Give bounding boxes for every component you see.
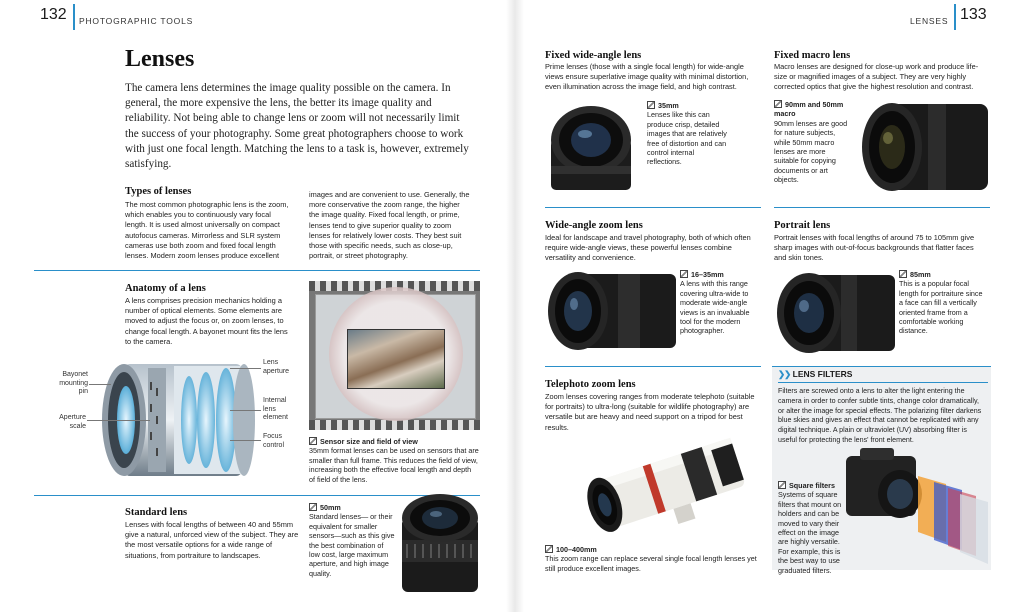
telephoto-caption <box>545 545 760 573</box>
lens-35mm-photo <box>545 100 637 194</box>
portrait-caption <box>899 270 985 336</box>
label-line <box>87 420 150 421</box>
wide-zoom-caption-body: A lens with this range covering ultra-wide to moderate wide-angle views is an invaluable tool for the modern photographer. <box>680 279 750 336</box>
photo-caption-icon <box>545 545 553 553</box>
camera-with-square-filters-photo <box>842 446 990 570</box>
portrait-body: Portrait lenses with focal lengths of around 75 to 105mm give sharp images with out-of-focus backgrounds that flatter faces and skin tones. <box>774 233 975 263</box>
left-page-number: 132 <box>40 6 67 23</box>
header-divider <box>73 4 75 30</box>
standard-caption-body: Standard lenses— or their equivalent for smaller sensors—such as this give the best combination of low cost, large maximum aperture, and high image quality. <box>309 512 395 578</box>
telephoto-heading: Telephoto zoom lens <box>545 379 636 390</box>
lens-macro-photo <box>858 96 990 196</box>
fixed-wide-body: Prime lenses (those with a single focal length) for wide-angle views ensure superlative image quality with minimal distortion, even illumination across the image field, and high contrast. <box>545 62 749 92</box>
right-running-title: LENSES <box>910 16 949 26</box>
standard-caption-title: 50mm <box>320 503 341 512</box>
photo-caption-icon <box>774 100 782 108</box>
label-line <box>230 410 261 411</box>
label-lens-aperture: Lens aperture <box>263 359 290 375</box>
telephoto-body: Zoom lenses covering ranges from moderate telephoto (suitable for portraits) to ultra-long (suitable for wildlife photography) are versatile but are heavy and need support on a tripod for best results. <box>545 392 755 432</box>
standard-body: Lenses with focal lengths of between 40 and 55mm give a natural, unforced view of the subject. They are the most versatile options for a wide range of situations, from portraiture to landscapes. <box>125 520 299 560</box>
page-title: Lenses <box>125 46 195 72</box>
section-rule <box>545 207 761 208</box>
lens-100-400mm-photo <box>580 430 752 542</box>
label-line <box>230 440 261 441</box>
fixed-wide-heading: Fixed wide-angle lens <box>545 50 642 61</box>
panel-top-rule <box>772 366 991 367</box>
panel-heading-rule <box>778 382 988 383</box>
chevron-right-icon: ❯❯ <box>778 369 791 379</box>
fixed-macro-caption-body: 90mm lenses are good for nature subjects, while 50mm macro lenses are more suitable for copying documents or art objects. <box>774 118 848 185</box>
sensor-caption-title: Sensor size and field of view <box>320 437 418 446</box>
fixed-macro-caption-title: 90mm and 50mm macro <box>774 100 844 119</box>
lens-filters-heading <box>778 369 852 380</box>
label-line <box>230 368 261 369</box>
wide-zoom-body: Ideal for landscape and travel photography, both of which often require wide-angle views, these powerful lenses combine versatility and convenience. <box>545 233 751 263</box>
label-bayonet-pin: Bayonet mounting pin <box>59 371 88 396</box>
photo-caption-icon <box>647 101 655 109</box>
photo-caption-icon <box>899 270 907 278</box>
lens-85mm-photo <box>773 269 897 355</box>
photo-caption-icon <box>680 270 688 278</box>
fixed-wide-caption-title: 35mm <box>658 101 679 110</box>
intro-paragraph: The camera lens determines the image quality possible on the camera. In general, the more expensive the lens, the better its image quality and reliability. Not being able to change lens or zoom will not necessarily limit the success of your photography. Some great photographers choose to work with just one focal length. Matching the lens to a task is, however, extremely satisfying. <box>125 82 469 171</box>
types-body-col2: images and are convenient to use. Generally, the more conservative the zoom range, the higher the image quality. Fixed focal length, or prime, lenses tend to give superior quality to zoom lenses for relatively lower costs. They best suit those with specific needs, such as close-up, portrait, or street photography. <box>309 190 470 261</box>
lens-filters-body: Filters are screwed onto a lens to alter the light entering the camera in order to confer subtle tints, change color dramatically, or alter the image for special effects. The polarizing filter darkens blue skies and gives an effect that cannot be replicated with any digital technique. A plain or ultraviolet (UV) absorbing filter is useful for protecting the lens' front element. <box>778 387 982 444</box>
standard-caption <box>309 503 395 578</box>
anatomy-body: A lens comprises precision mechanics holding a number of optical elements. Some elements are moved to adjust the focus or, on zoom lenses, to change focal length. A bayonet mount fits the lens to the camera. <box>125 296 288 346</box>
label-internal-element: Internal lens element <box>263 397 288 422</box>
right-page-number: 133 <box>960 6 987 23</box>
sensor-caption-body: 35mm format lenses can be used on sensors that are smaller than full frame. This reduces the field of view, increasing both the effective focal length and depth of field of the lens. <box>309 446 479 484</box>
filters-caption-title: Square filters <box>789 481 835 490</box>
wide-zoom-caption <box>680 270 762 336</box>
filters-caption-body: Systems of square filters that mount on holders and can be moved to vary their effect on the image are highly versatile. For example, this is the best way to use graduated filters. <box>778 490 842 575</box>
wide-zoom-caption-title: 16–35mm <box>691 270 724 279</box>
header-divider <box>954 4 956 30</box>
page-gutter <box>506 0 524 612</box>
fixed-macro-body: Macro lenses are designed for close-up work and produce life-size or magnified images of a subject. They are very highly corrected optics that give the highest resolution and contrast. <box>774 62 979 92</box>
sensor-size-image <box>309 281 480 430</box>
telephoto-caption-title: 100–400mm <box>556 545 597 554</box>
fixed-wide-caption <box>647 101 727 167</box>
types-body-col1: The most common photographic lens is the zoom, which enables you to continuously vary focal length. It is used almost universally on compact autofocus cameras. Mirrorless and SLR system cameras use both zoom and fixed focal length lenses. Modern zoom lenses produce excellent <box>125 200 289 261</box>
section-rule <box>545 366 761 367</box>
label-line <box>89 384 111 385</box>
lens-filters-heading-text: LENS FILTERS <box>792 369 853 379</box>
sensor-caption <box>309 437 479 484</box>
wide-zoom-heading: Wide-angle zoom lens <box>545 220 643 231</box>
portrait-caption-title: 85mm <box>910 270 931 279</box>
types-heading: Types of lenses <box>125 186 192 197</box>
standard-heading: Standard lens <box>125 507 188 518</box>
photo-caption-icon <box>309 503 317 511</box>
label-focus-control: Focus control <box>263 433 285 449</box>
portrait-caption-body: This is a popular focal length for portraiture since a face can fill a vertically oriented frame from a comfortable working distance. <box>899 279 983 336</box>
photo-caption-icon <box>778 481 786 489</box>
lens-50mm-photo <box>398 488 482 596</box>
portrait-heading: Portrait lens <box>774 220 831 231</box>
filters-caption <box>778 481 844 575</box>
lens-16-35mm-photo <box>544 268 678 352</box>
label-aperture-scale: Aperture scale <box>59 414 86 430</box>
photo-caption-icon <box>309 437 317 445</box>
section-rule <box>34 270 480 271</box>
fixed-macro-heading: Fixed macro lens <box>774 50 851 61</box>
section-rule <box>774 207 990 208</box>
left-running-title: PHOTOGRAPHIC TOOLS <box>79 16 194 26</box>
fixed-wide-caption-body: Lenses like this can produce crisp, detailed images that are relatively free of distortion and can control internal reflections. <box>647 110 727 167</box>
anatomy-heading: Anatomy of a lens <box>125 283 206 294</box>
fixed-macro-caption <box>774 100 852 185</box>
telephoto-caption-body: This zoom range can replace several single focal length lenses yet still produce excellent images. <box>545 554 757 573</box>
